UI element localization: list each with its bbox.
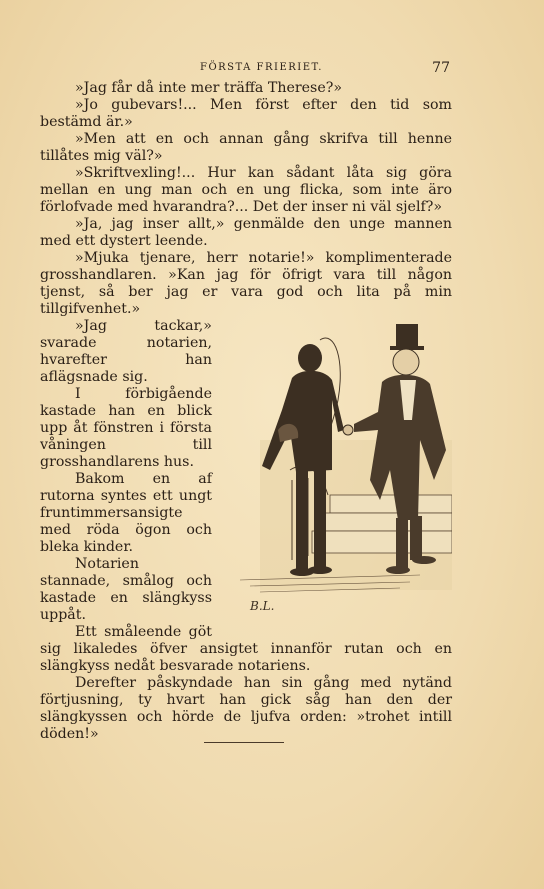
page-number: 77: [432, 60, 450, 76]
section-divider: [204, 742, 284, 743]
illustration: [220, 320, 452, 630]
paragraph: I förbigående kastade han en blick upp åt fönstren i första våningen till grosshandlarens hus.: [40, 386, 212, 470]
paragraph: »Ja, jag inser allt,» genmälde den unge mannen med ett dystert leende.: [40, 216, 452, 249]
paragraph: »Jo gubevars!... Men först efter den tid som bestämd är.»: [40, 97, 452, 130]
paragraph: Derefter påskyndade han sin gång med nytänd förtjusning, ty hvart han gick såg han den der slängkyssen och hörde de ljufva orden: »trohet intill döden!»: [40, 675, 452, 742]
illustration-block: [40, 318, 452, 675]
paragraph: »Jag får då inte mer träffa Therese?»: [75, 80, 343, 96]
running-head: [40, 60, 450, 78]
illustration-signature: B.L.: [250, 599, 275, 613]
paragraph: »Jag tackar,» svarade notarien, hvarefter han aflägsnade sig.: [40, 318, 212, 385]
paragraph: Bakom en af rutorna syntes ett ungt fruntimmersansigte med röda ögon och bleka kinder.: [40, 471, 212, 555]
engraving-handshake: [220, 320, 452, 630]
paragraph: »Mjuka tjenare, herr notarie!» komplimenterade grosshandlaren. »Kan jag för öfrigt vara till någon tjenst, så ber jag er vara god och lita på min tillgifvenhet.»: [40, 250, 452, 317]
paragraph: »Men att en och annan gång skrifva till henne tillåtes mig väl?»: [40, 131, 452, 164]
paragraph: Notarien stannade, smålog och kastade en slängkyss uppåt.: [40, 556, 212, 623]
paragraph: Ett småleende göt sig likaledes öfver ansigtet innanför rutan och en slängkyss nedåt besvarade notariens.: [40, 624, 452, 674]
running-title: FÖRSTA FRIERIET.: [200, 62, 323, 73]
paragraph: »Skriftvexling!... Hur kan sådant låta sig göra mellan en ung man och en ung flicka, som inte äro förlofvade med hvarandra?... Det der inser ni väl sjelf?»: [40, 165, 452, 215]
body-text: [40, 80, 452, 743]
